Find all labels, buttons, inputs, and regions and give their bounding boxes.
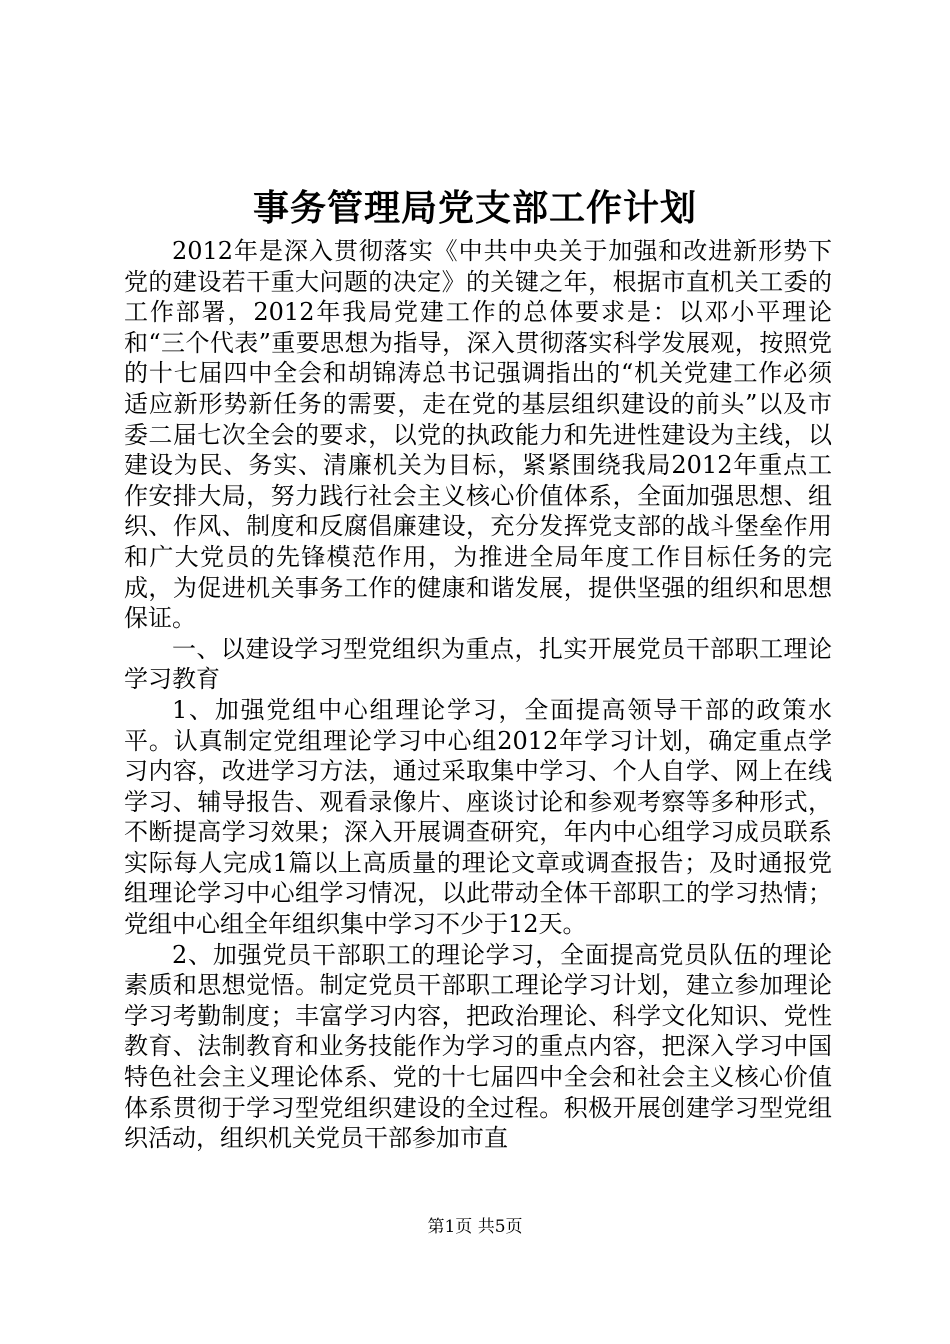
paragraph-section-heading-1: 一、以建设学习型党组织为重点，扎实开展党员干部职工理论学习教育 bbox=[124, 634, 832, 694]
paragraph-intro: 2012年是深入贯彻落实《中共中央关于加强和改进新形势下党的建设若干重大问题的决定》的关键之年，根据市直机关工委的工作部署，2012年我局党建工作的总体要求是：以邓小平理论和“三个代表”重要思想为指导，深入贯彻落实科学发展观，按照党的十七届四中全会和胡锦涛总书记强调指出的“机关党建工作必须适应新形势新任务的需要，走在党的基层组织建设的前头”以及市委二届七次全会的要求，以党的执政能力和先进性建设为主线，以建设为民、务实、清廉机关为目标，紧紧围绕我局2012年重点工作安排大局，努力践行社会主义核心价值体系，全面加强思想、组织、作风、制度和反腐倡廉建设，充分发挥党支部的战斗堡垒作用和广大党员的先锋模范作用，为推进全局年度工作目标任务的完成，为促进机关事务工作的健康和谐发展，提供坚强的组织和思想保证。 bbox=[124, 237, 832, 633]
document-title: 事务管理局党支部工作计划 bbox=[252, 187, 697, 229]
paragraph-item-1: 1、加强党组中心组理论学习，全面提高领导干部的政策水平。认真制定党组理论学习中心组2012年学习计划，确定重点学习内容，改进学习方法，通过采取集中学习、个人自学、网上在线学习、辅导报告、观看录像片、座谈讨论和参观考察等多种形式，不断提高学习效果；深入开展调查研究，年内中心组学习成员联系实际每人完成1篇以上高质量的理论文章或调查报告；及时通报党组理论学习中心组学习情况，以此带动全体干部职工的学习热情；党组中心组全年组织集中学习不少于12天。 bbox=[124, 695, 832, 939]
document-body bbox=[124, 236, 832, 1154]
paragraph-item-2: 2、加强党员干部职工的理论学习，全面提高党员队伍的理论素质和思想觉悟。制定党员干部职工理论学习计划，建立参加理论学习考勤制度；丰富学习内容，把政治理论、科学文化知识、党性教育、法制教育和业务技能作为学习的重点内容，把深入学习中国特色社会主义理论体系、党的十七届四中全会和社会主义核心价值体系贯彻于学习型党组织建设的全过程。积极开展创建学习型党组织活动，组织机关党员干部参加市直 bbox=[124, 940, 832, 1153]
page-number-footer: 第1页 共5页 bbox=[427, 1217, 523, 1237]
